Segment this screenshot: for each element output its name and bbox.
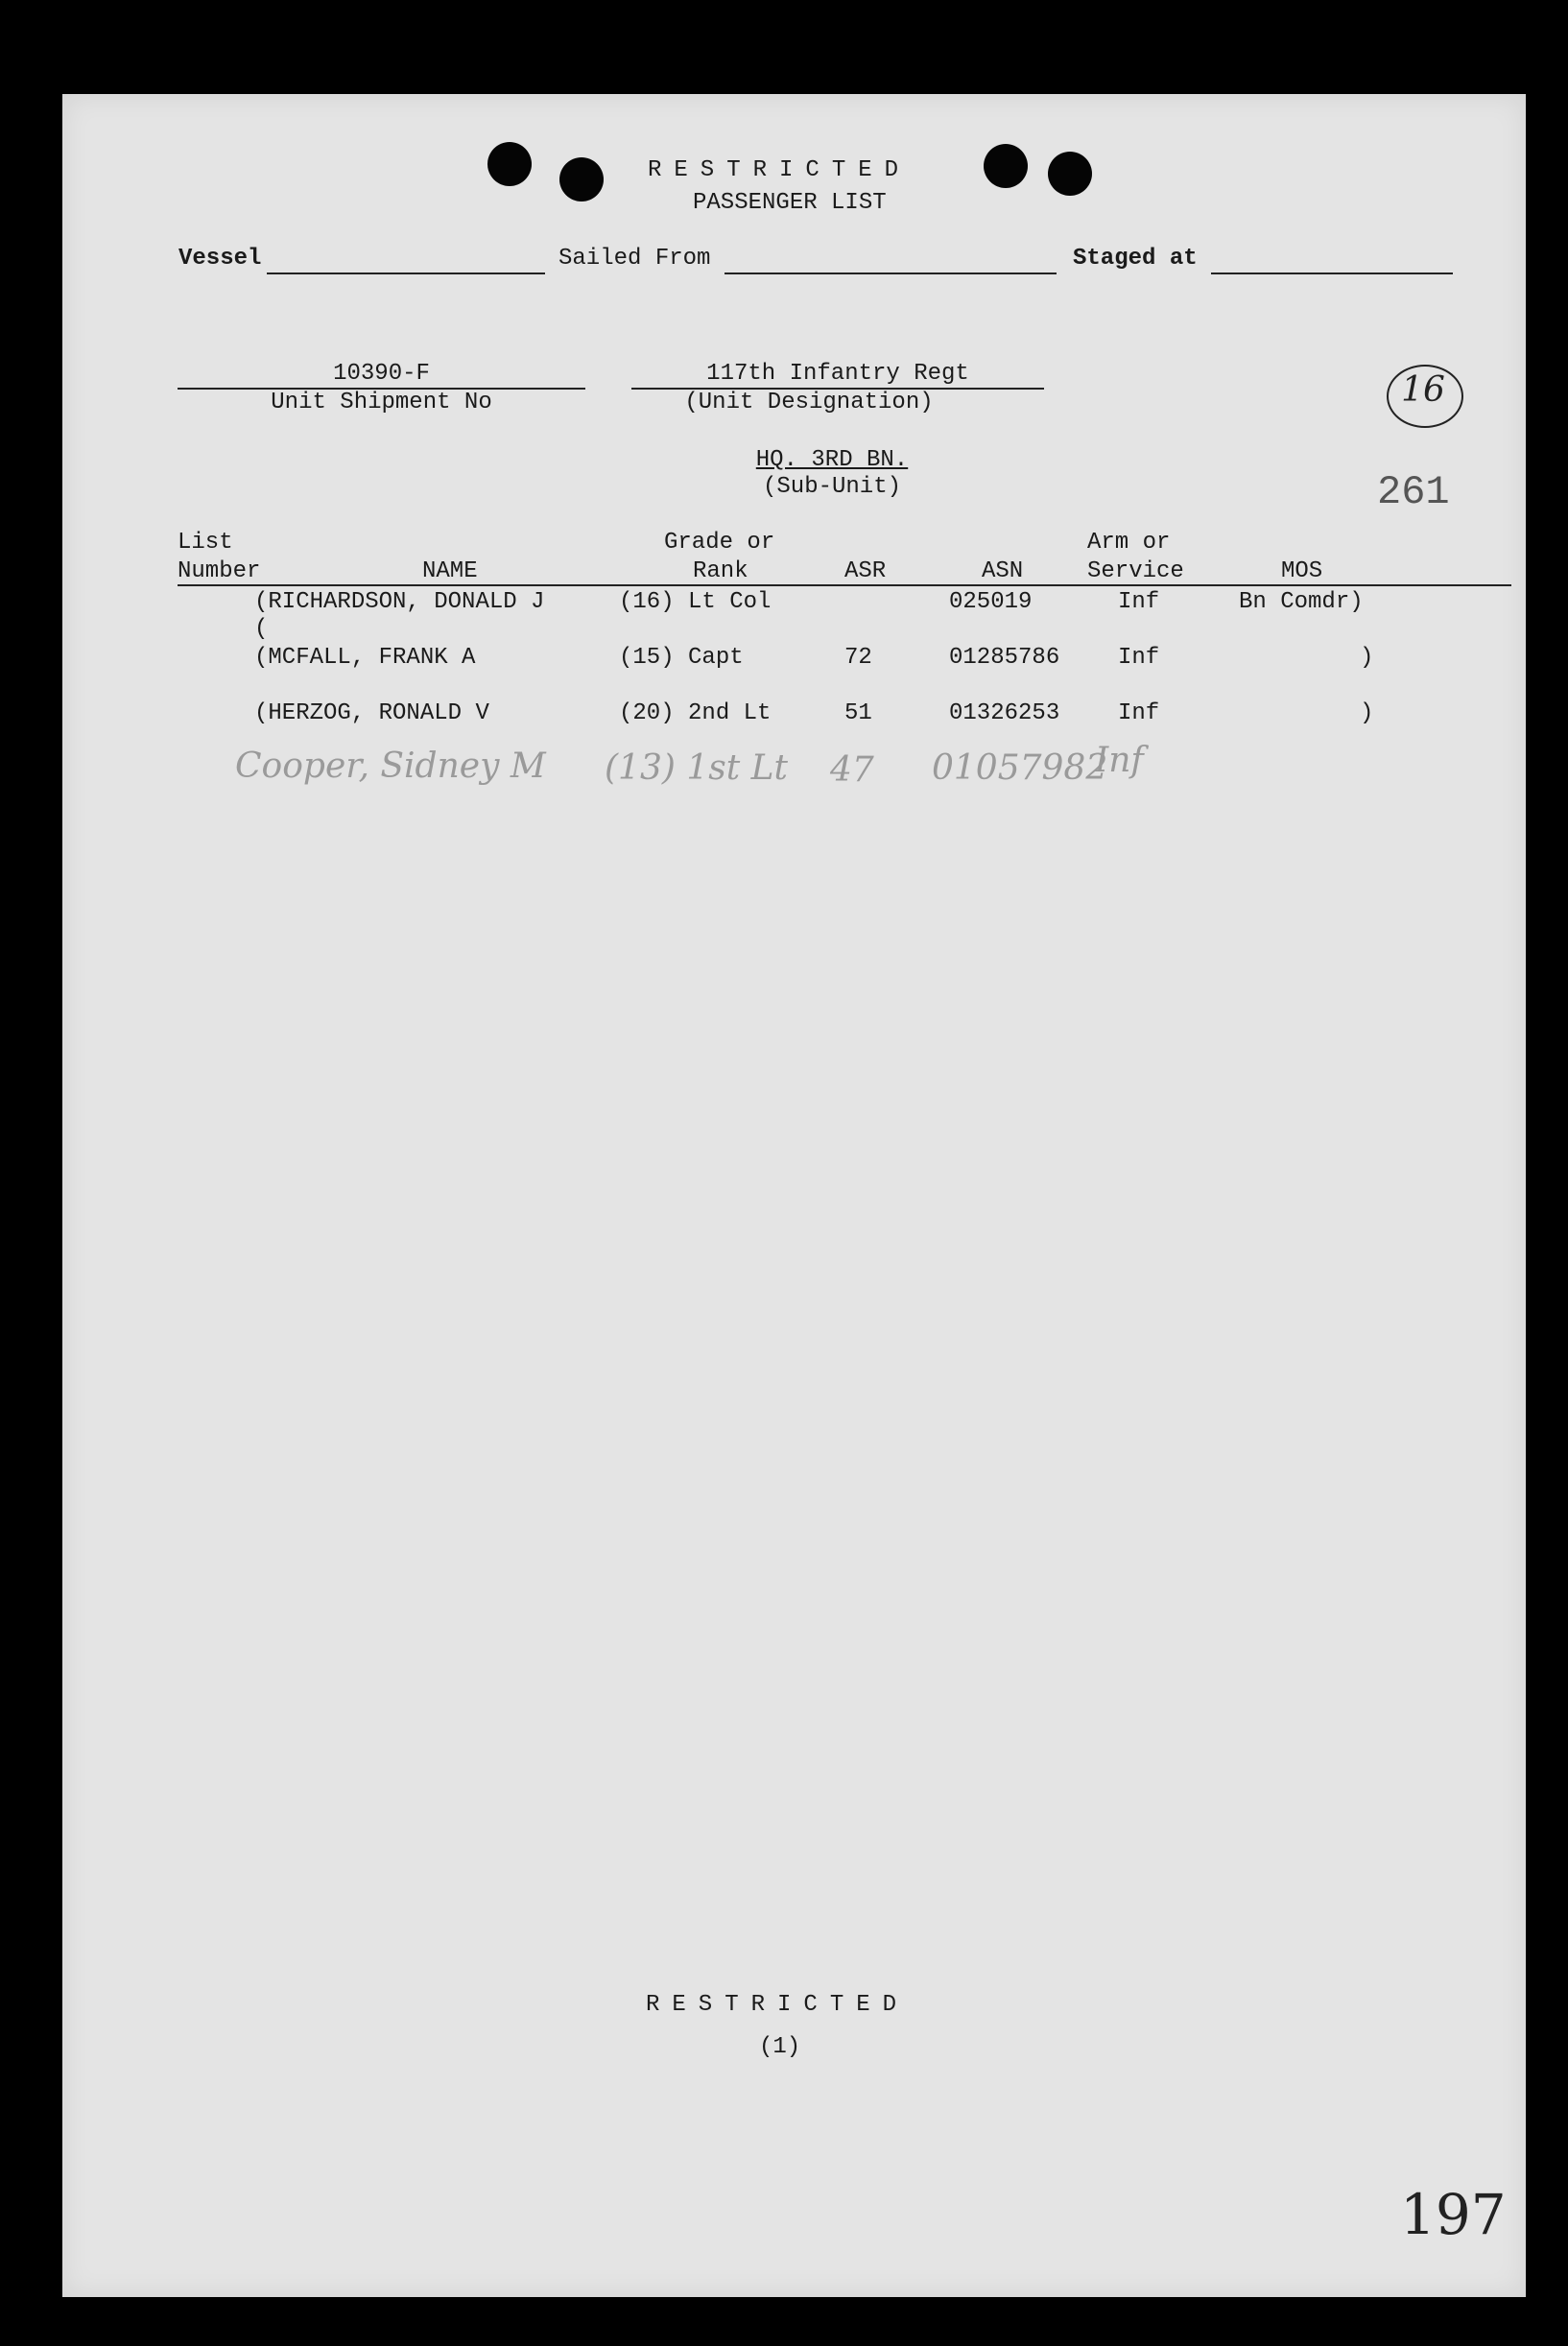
- handwritten-service: Inf: [1095, 741, 1144, 780]
- passenger-asn: 025019: [949, 589, 1033, 615]
- header-list: List: [178, 530, 233, 556]
- header-rule: [178, 584, 1511, 586]
- vessel-blank: [267, 273, 545, 274]
- passenger-grade: (20) 2nd Lt: [619, 700, 772, 726]
- staged-at-label: Staged at: [1073, 246, 1198, 272]
- handwritten-name: Cooper, Sidney M: [235, 746, 546, 786]
- header-name: NAME: [422, 558, 478, 584]
- header-grade: Grade or: [664, 530, 775, 556]
- passenger-asr: 72: [844, 645, 872, 671]
- header-number: Number: [178, 558, 261, 584]
- punch-hole: [984, 144, 1028, 188]
- passenger-name: (HERZOG, RONALD V: [254, 700, 489, 726]
- unit-shipment-caption: Unit Shipment No: [271, 390, 492, 415]
- stamp-number: 261: [1377, 469, 1450, 515]
- header-rank: Rank: [693, 558, 748, 584]
- passenger-name: (RICHARDSON, DONALD J: [254, 589, 545, 615]
- header-mos: MOS: [1281, 558, 1323, 584]
- handwritten-asn: 01057982: [932, 748, 1108, 788]
- passenger-grade: (16) Lt Col: [619, 589, 772, 615]
- vessel-label: Vessel: [178, 246, 262, 272]
- punch-hole: [1048, 152, 1092, 196]
- header-arm: Arm or: [1087, 530, 1171, 556]
- passenger-mos: ): [1360, 645, 1374, 671]
- document-page: [62, 94, 1526, 2297]
- header-asr: ASR: [844, 558, 887, 584]
- handwritten-asr: 47: [830, 750, 874, 790]
- sub-unit-caption: (Sub-Unit): [762, 474, 902, 500]
- top-restricted-label: RESTRICTED: [648, 157, 912, 183]
- punch-hole: [487, 142, 532, 186]
- passenger-name: (: [254, 616, 269, 642]
- sailed-from-blank: [725, 273, 1057, 274]
- unit-designation-caption: (Unit Designation): [684, 390, 934, 415]
- passenger-grade: (15) Capt: [619, 645, 744, 671]
- footer-restricted-label: RESTRICTED: [646, 1992, 910, 2018]
- document-title: PASSENGER LIST: [693, 190, 887, 216]
- sub-unit: HQ. 3RD BN.: [755, 447, 909, 473]
- sailed-from-label: Sailed From: [558, 246, 711, 272]
- passenger-name: (MCFALL, FRANK A: [254, 645, 476, 671]
- passenger-asr: 51: [844, 700, 872, 726]
- staged-at-blank: [1211, 273, 1453, 274]
- passenger-asn: 01285786: [949, 645, 1060, 671]
- passenger-service: Inf: [1118, 645, 1160, 671]
- unit-shipment-number: 10390-F: [333, 361, 430, 387]
- passenger-service: Inf: [1118, 589, 1160, 615]
- passenger-mos: ): [1360, 700, 1374, 726]
- passenger-service: Inf: [1118, 700, 1160, 726]
- circled-number: 16: [1401, 370, 1445, 410]
- footer-page-number: (1): [759, 2034, 801, 2060]
- passenger-asn: 01326253: [949, 700, 1060, 726]
- handwritten-grade: (13) 1st Lt: [605, 748, 789, 788]
- page-corner-number: 197: [1400, 2182, 1507, 2247]
- header-service: Service: [1087, 558, 1184, 584]
- punch-hole: [559, 157, 604, 201]
- passenger-mos: Bn Comdr): [1239, 589, 1364, 615]
- unit-designation: 117th Infantry Regt: [706, 361, 969, 387]
- header-asn: ASN: [982, 558, 1024, 584]
